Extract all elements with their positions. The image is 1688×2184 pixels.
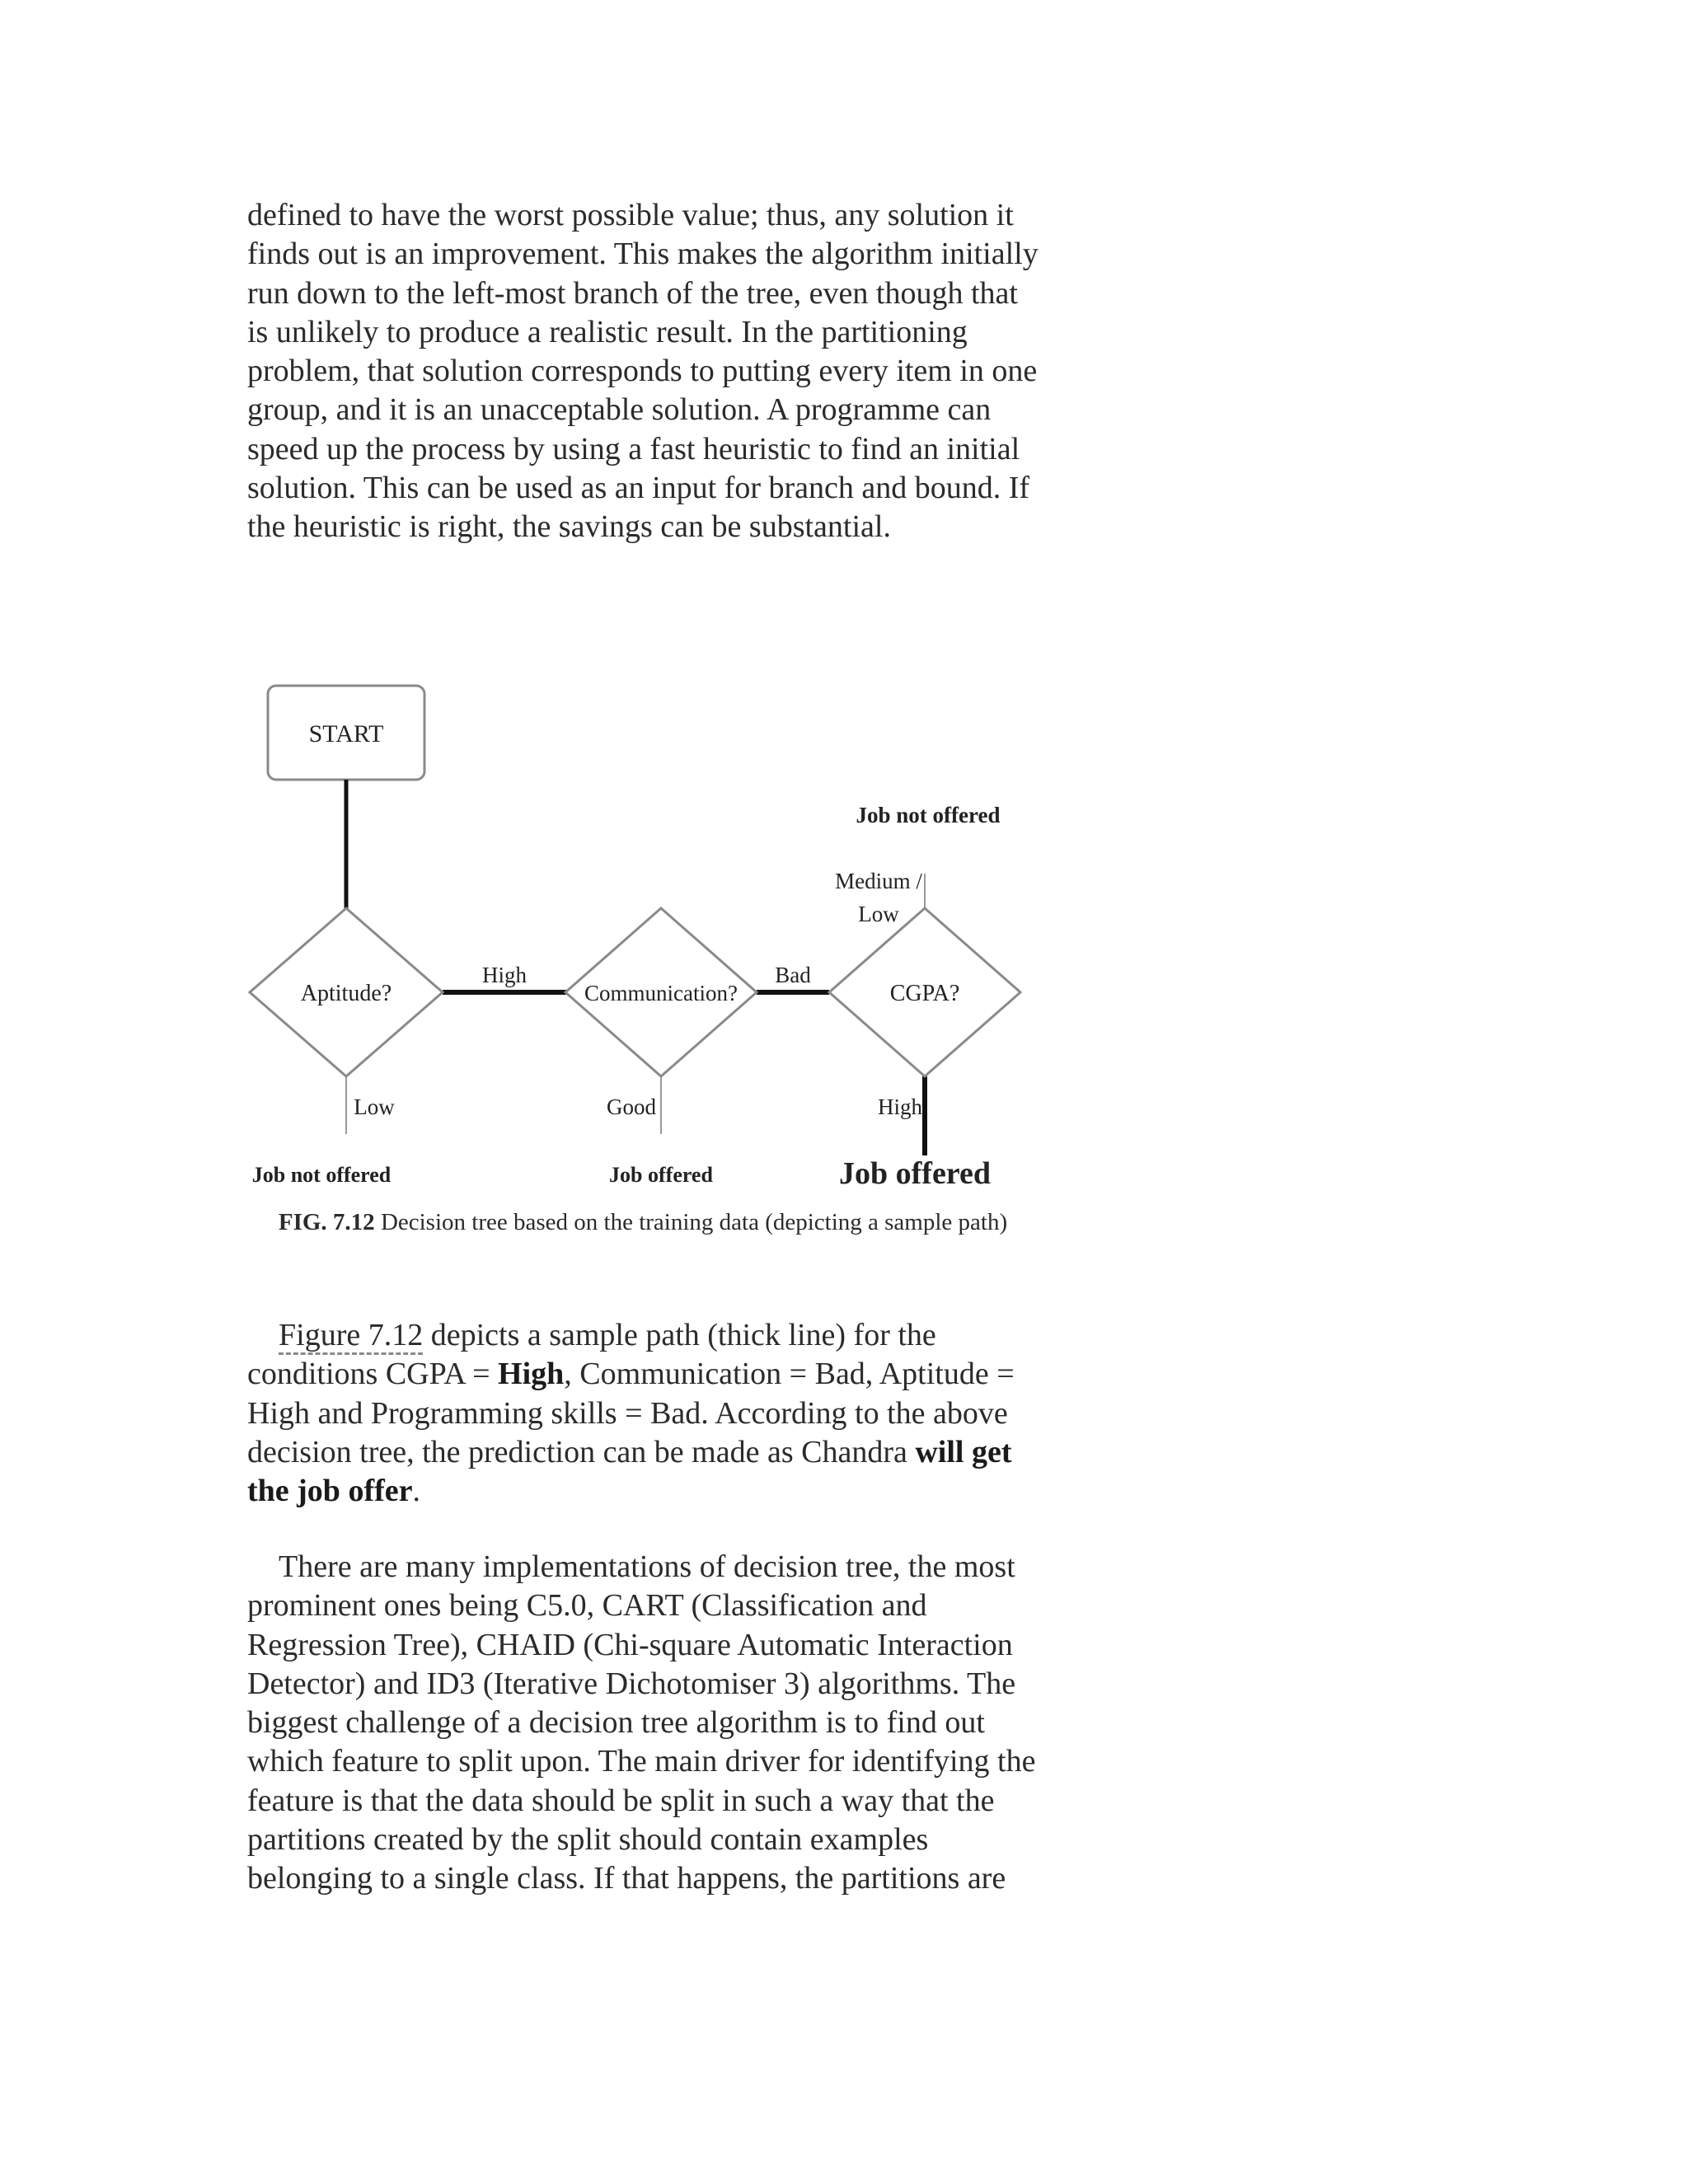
p2-bold-high: High [498, 1357, 565, 1392]
edge-label-good: Good [607, 1094, 656, 1119]
p3-text: There are many implementations of decision tree, the most prominent ones being C5.0, CART (Classification and Regression Tree), CHAID (Chi-square Automatic Interaction Detector) and ID3 (Iterative Dichotomiser 3) algorithms. The biggest challenge of a decision tree algorithm is to find out which feature to split upon. The main driver for identifying the feature is that the data should be split in such a way that the partitions created by the split should contain examples belonging to a single class. If that happens, the partitions are [247, 1549, 1036, 1896]
edge-label-medium: Medium / [835, 869, 922, 893]
p2-part3: . [412, 1474, 420, 1509]
caption-label: FIG. 7.12 [278, 1209, 375, 1235]
caption-text: Decision tree based on the training data (depicting a sample path) [374, 1209, 1008, 1235]
leaf-job-not-offered-left: Job not offered [251, 1163, 392, 1187]
paragraph-sample-path [247, 1316, 1039, 1511]
decision-tree-diagram [239, 676, 1039, 1191]
decision-tree-figure [239, 676, 1039, 1191]
edge-label-high: High [482, 963, 527, 987]
leaf-job-not-offered-top: Job not offered [856, 803, 1001, 827]
edge-label-low: Low [354, 1094, 395, 1119]
p2-bold-job-offer: will get the job offer [247, 1434, 1012, 1509]
edge-label-cgpa-high: High [878, 1094, 922, 1119]
edge-label-medium-low: Low [858, 902, 899, 926]
leaf-job-offered-middle: Job offered [609, 1163, 713, 1187]
paragraph-implementations [247, 1548, 1039, 1899]
cgpa-label: CGPA? [889, 981, 960, 1006]
p2-part2: , Communication = Bad, Aptitude = High and Programming skills = Bad. According to the above decision tree, the prediction can be made as Chandra [247, 1357, 1015, 1469]
leaf-job-offered-right: Job offered [839, 1156, 991, 1191]
paragraph-intro: defined to have the worst possible value; thus, any solution it finds out is an improvement. This makes the algorithm initially run down to the left-most branch of the tree, even though that is unlikely to produce a realistic result. In the partitioning problem, that solution corresponds to putting every item in one group, and it is an unacceptable solution. A programme can speed up the process by using a fast heuristic to find an initial solution. This can be used as an input for branch and bound. If the heuristic is right, the savings can be substantial. [247, 198, 1039, 545]
figure-link[interactable]: Figure 7.12 [279, 1318, 423, 1355]
figure-caption [247, 1208, 1039, 1237]
aptitude-label: Aptitude? [300, 981, 392, 1006]
communication-label: Communication? [584, 981, 738, 1005]
edge-label-bad: Bad [775, 963, 811, 987]
p2-part1: depicts a sample path (thick line) for the conditions CGPA = [247, 1318, 936, 1392]
start-label: START [308, 720, 384, 748]
